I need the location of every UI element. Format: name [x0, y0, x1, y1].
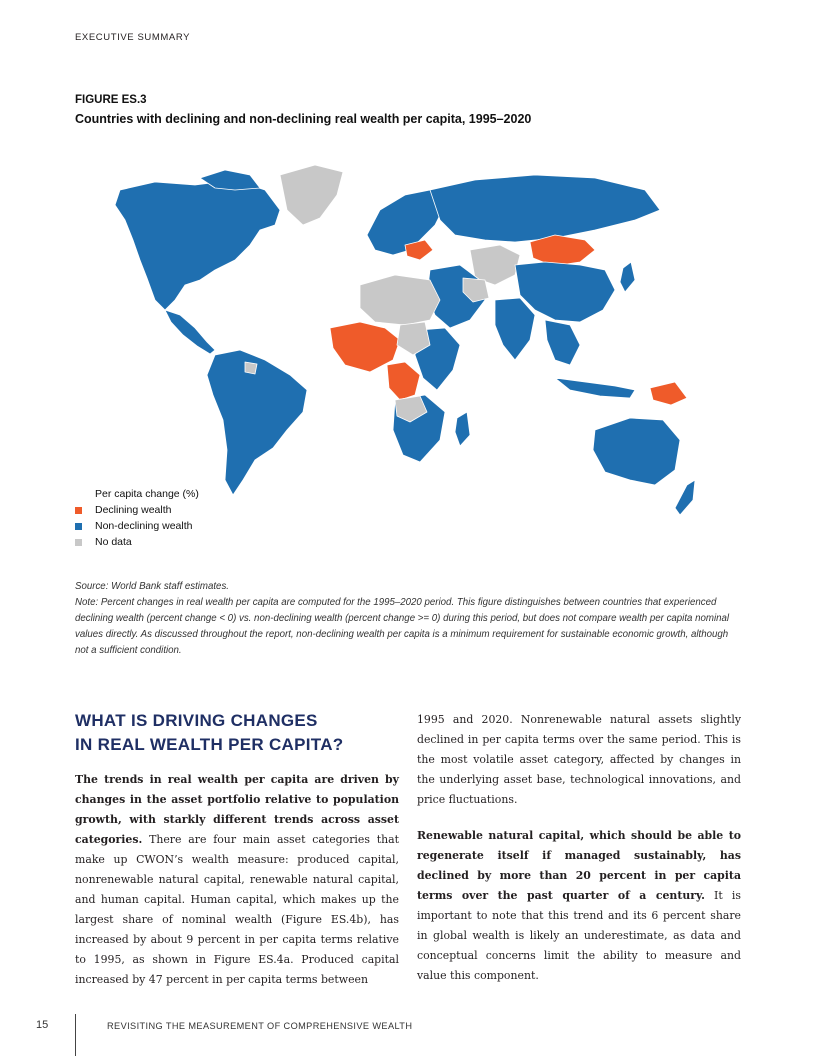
body-column-left — [75, 770, 399, 1006]
section-heading — [75, 709, 405, 757]
legend-item-no-data — [75, 534, 199, 550]
map-region-southeast-asia — [545, 320, 580, 365]
legend-label-non-declining: Non-declining wealth — [95, 520, 193, 532]
map-region-guianas — [245, 362, 257, 374]
map-region-central-america — [165, 310, 215, 354]
running-footer: REVISITING THE MEASUREMENT OF COMPREHENSIVE WEALTH — [107, 1021, 413, 1031]
paragraph-1 — [75, 770, 399, 990]
section-heading-line-2: IN REAL WEALTH PER CAPITA? — [75, 735, 344, 754]
map-region-mongolia — [530, 235, 595, 266]
paragraph-1-text: There are four main asset categories that make up CWON’s wealth measure: produced capital, nonrenewable natural capital, renewable natural capital, and human capital. Human capital, which makes up the largest share of nominal wealth (Figure ES.4b), has increased by about 9 percent in per capita terms relative to 1995, as shown in Figure ES.4a. Produced capital increased by 47 percent in per capita terms between — [75, 833, 399, 986]
map-region-indonesia — [555, 378, 635, 398]
section-heading-line-1: WHAT IS DRIVING CHANGES — [75, 711, 318, 730]
legend-label-declining: Declining wealth — [95, 504, 172, 516]
map-region-australia — [593, 418, 680, 485]
map-region-japan — [620, 262, 635, 292]
legend-swatch-declining — [75, 507, 82, 514]
figure-source-note — [75, 579, 743, 659]
map-region-russia — [430, 175, 660, 242]
map-region-greenland — [280, 165, 343, 225]
paragraph-3 — [417, 826, 741, 986]
page-number: 15 — [36, 1019, 49, 1031]
legend-swatch-no-data — [75, 539, 82, 546]
map-region-south-america — [207, 350, 307, 495]
figure-source: Source: World Bank staff estimates. — [75, 581, 229, 592]
figure-label: FIGURE ES.3 — [75, 94, 147, 106]
map-region-central-africa — [387, 362, 420, 400]
running-header: EXECUTIVE SUMMARY — [75, 32, 191, 43]
paragraph-2: 1995 and 2020. Nonrenewable natural assets slightly declined in per capita terms over the same period. This is the most volatile asset category, affected by changes in the underlying asset base, technological innovations, and price fluctuations. — [417, 713, 741, 806]
map-region-new-zealand — [675, 480, 695, 515]
footer-divider — [75, 1014, 76, 1056]
map-region-north-america — [115, 180, 280, 310]
legend-swatch-non-declining — [75, 523, 82, 530]
legend-item-non-declining — [75, 518, 199, 534]
map-region-png — [650, 382, 687, 405]
legend-title: Per capita change (%) — [95, 488, 199, 500]
legend-label-no-data: No data — [95, 536, 132, 548]
map-region-north-africa — [360, 275, 440, 325]
map-legend — [75, 487, 199, 550]
legend-item-declining — [75, 502, 199, 518]
figure-note: Note: Percent changes in real wealth per capita are computed for the 1995–2020 period. This figure distinguishes between countries that experienced declining wealth (percent change < 0) vs. non-declining wealth (percent change >= 0) during this period, but does not compare wealth per capita nominal values directly. As discussed throughout the report, non-declining wealth per capita is a minimum requirement for sustainable economic growth, although not a sufficient condition. — [75, 597, 730, 656]
body-column-right — [417, 710, 741, 1002]
paragraph-3-lead: Renewable natural capital, which should be able to regenerate itself if managed sustainably, has declined by more than 20 percent in per capita terms over the past quarter of a century. — [417, 829, 741, 902]
paragraph-3-text: It is important to note that this trend and its 6 percent share in global wealth is likely an underestimate, as data and conceptual concerns limit the ability to measure and value this component. — [417, 889, 741, 982]
map-region-madagascar — [455, 412, 470, 446]
map-region-india — [495, 298, 535, 360]
figure-title: Countries with declining and non-declining real wealth per capita, 1995–2020 — [75, 112, 532, 126]
paragraph-1-lead: The trends in real wealth per capita are driven by changes in the asset portfolio relative to population growth, with starkly different trends across asset categories. — [75, 773, 399, 846]
